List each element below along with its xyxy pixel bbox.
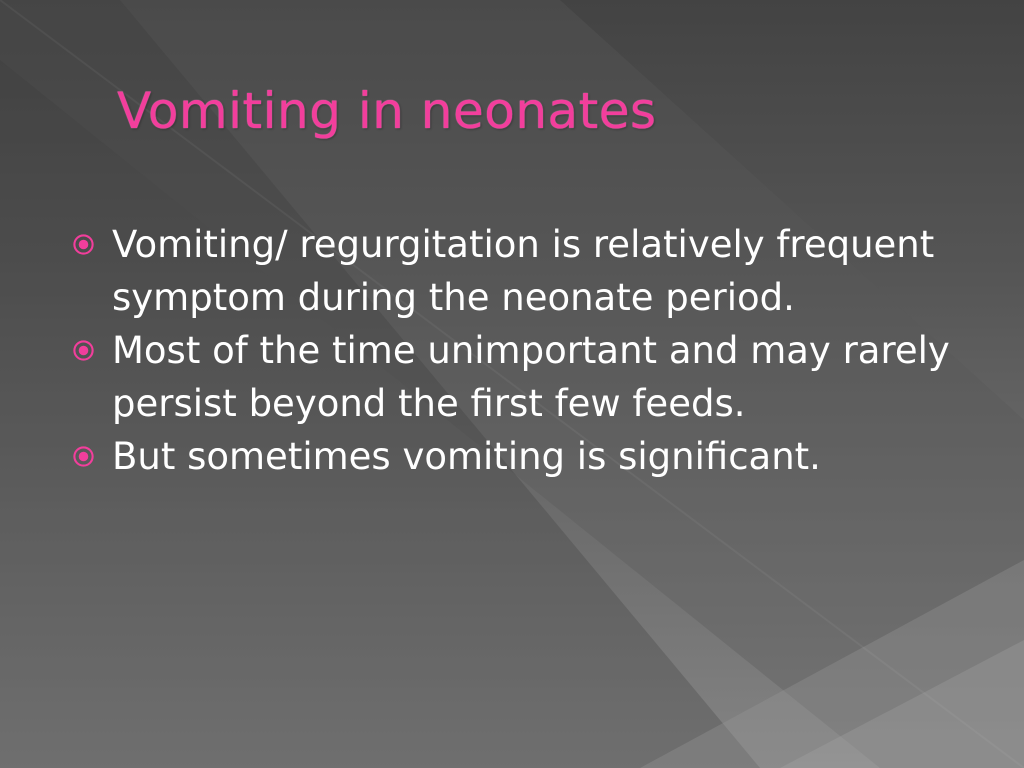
bullet-text: Vomiting/ regurgitation is relatively frequent symptom during the neonate period.: [112, 223, 947, 319]
bullet-text: But sometimes vomiting is significant.: [112, 435, 821, 478]
bullet-list: [72, 218, 972, 483]
target-circle-icon: [72, 233, 95, 256]
target-circle-icon: [72, 339, 95, 362]
bullet-item: [72, 430, 972, 483]
slide-title: Vomiting in neonates: [117, 82, 657, 140]
bullet-text: Most of the time unimportant and may rarely persist beyond the first few feeds.: [112, 329, 974, 425]
bullet-item: [72, 218, 972, 324]
target-circle-icon: [72, 445, 95, 468]
bullet-item: [72, 324, 972, 430]
